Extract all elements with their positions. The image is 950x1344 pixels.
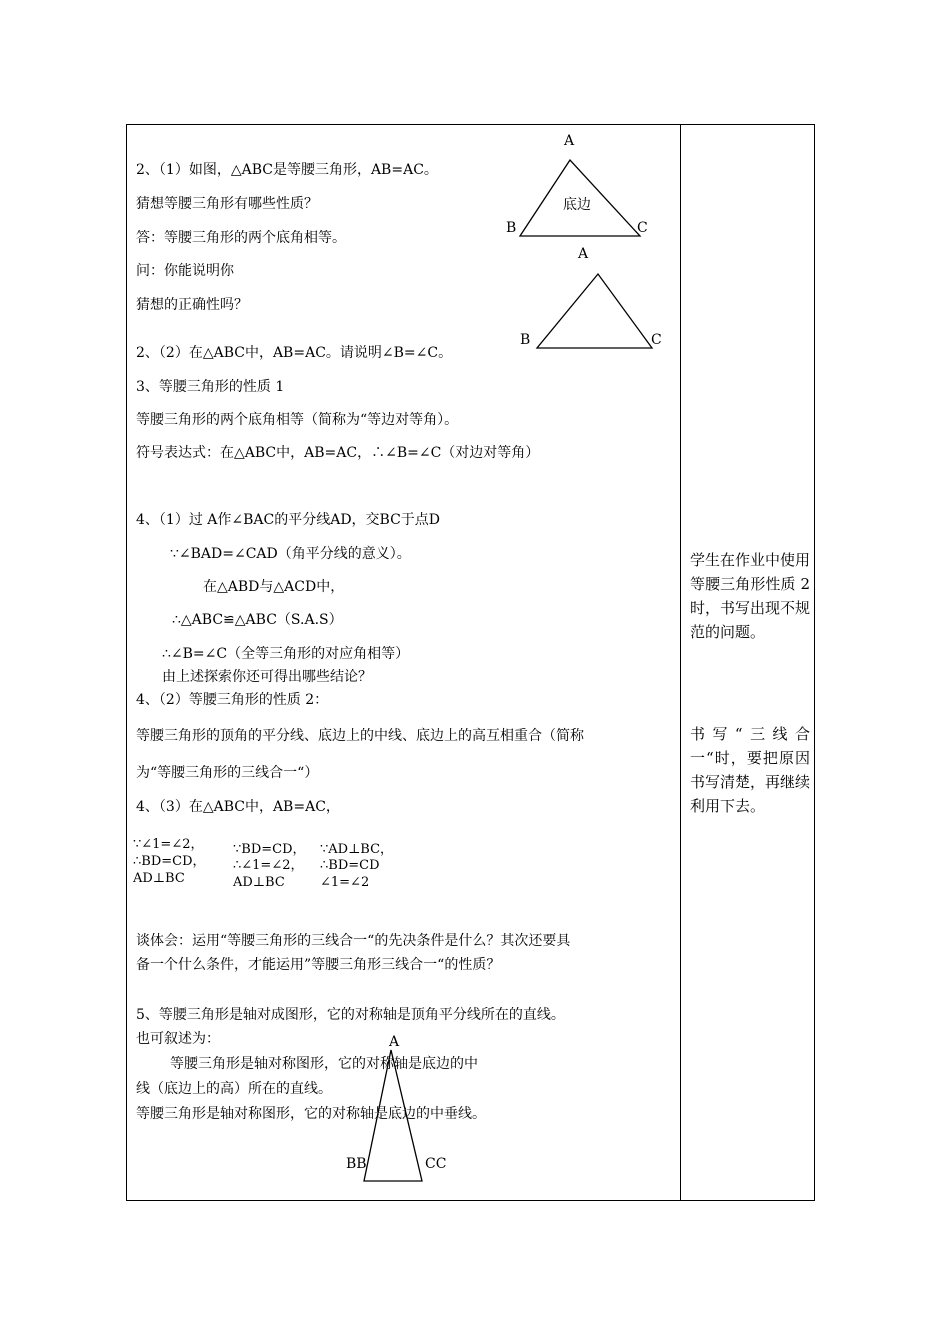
fig1-label-a: A — [564, 133, 575, 149]
triangle-2 — [537, 274, 652, 348]
fig3-label-b: BB — [346, 1156, 367, 1172]
proof-3-line-2: ∴BD=CD — [320, 858, 380, 873]
fig1-label-b: B — [506, 220, 517, 236]
line-9: 符号表达式：在△ABC中，AB=AC，∴∠B=∠C（对边对等角） — [136, 445, 540, 461]
line-4: 问：你能说明你 — [136, 263, 234, 279]
proof-2-line-2: ∴∠1=∠2， — [233, 858, 304, 873]
line-1: 2、（1）如图，△ABC是等腰三角形，AB=AC。 — [136, 162, 438, 178]
line-13: ∴△ABC≌△ABC（S.A.S） — [172, 612, 343, 628]
line-5: 猜想的正确性吗？ — [136, 297, 248, 313]
fig3-label-c: CC — [425, 1156, 447, 1172]
line-22: 5、等腰三角形是轴对成图形，它的对称轴是顶角平分线所在的直线。 — [136, 1007, 565, 1023]
line-11: ∵∠BAD=∠CAD（角平分线的意义）。 — [170, 546, 411, 562]
proof-1-line-1: ∵∠1=∠2， — [133, 837, 204, 852]
fig2-label-c: C — [651, 332, 662, 348]
line-8: 等腰三角形的两个底角相等（简称为“等边对等角）。 — [136, 412, 459, 428]
line-15: 由上述探索你还可得出哪些结论？ — [162, 669, 372, 685]
side-note-2: 书写“三线合一“时，要把原因书写清楚，再继续利用下去。 — [690, 725, 811, 815]
proof-1-line-2: ∴BD=CD， — [133, 854, 206, 869]
proof-3-line-3: ∠1=∠2 — [320, 875, 370, 890]
line-10: 4、（1）过 A作∠BAC的平分线AD，交BC于点D — [136, 512, 441, 528]
line-2: 猜想等腰三角形有哪些性质？ — [136, 196, 318, 212]
line-23: 也可叙述为： — [136, 1031, 220, 1047]
line-12: 在△ABD与△ACD中， — [203, 579, 345, 595]
line-20: 谈体会：运用“等腰三角形的三线合一“的先决条件是什么？其次还要具 — [136, 933, 571, 949]
line-3: 答：等腰三角形的两个底角相等。 — [136, 230, 346, 246]
proof-1-line-3: AD⊥BC — [133, 871, 185, 886]
fig2-label-b: B — [520, 332, 531, 348]
line-19: 4、（3）在△ABC中，AB=AC， — [136, 799, 340, 815]
line-16: 4、（2）等腰三角形的性质 2： — [136, 692, 329, 708]
fig2-label-a: A — [578, 246, 589, 262]
line-17: 等腰三角形的顶角的平分线、底边上的中线、底边上的高互相重合（简称 — [136, 728, 584, 744]
line-26: 等腰三角形是轴对称图形，它的对称轴是底边的中垂线。 — [136, 1106, 486, 1122]
proof-2-line-1: ∵BD=CD， — [233, 842, 306, 857]
line-14: ∴∠B=∠C（全等三角形的对应角相等） — [162, 646, 410, 662]
side-note-1: 学生在作业中使用等腰三角形性质 2时，书写出现不规范的问题。 — [690, 551, 811, 641]
fig3-label-a: A — [389, 1034, 400, 1050]
line-6: 2、（2）在△ABC中，AB=AC。请说明∠B=∠C。 — [136, 345, 453, 361]
line-18: 为“等腰三角形的三线合一“） — [136, 765, 319, 781]
fig1-label-base: 底边 — [563, 197, 591, 213]
proof-3-line-1: ∵AD⊥BC， — [320, 842, 394, 857]
line-7: 3、等腰三角形的性质 1 — [136, 379, 285, 395]
line-25: 线（底边上的高）所在的直线。 — [136, 1081, 332, 1097]
fig1-label-c: C — [637, 220, 648, 236]
line-24: 等腰三角形是轴对称图形，它的对称轴是底边的中 — [170, 1056, 478, 1072]
line-21: 备一个什么条件，才能运用”等腰三角形三线合一“的性质？ — [136, 957, 501, 973]
proof-2-line-3: AD⊥BC — [233, 875, 285, 890]
